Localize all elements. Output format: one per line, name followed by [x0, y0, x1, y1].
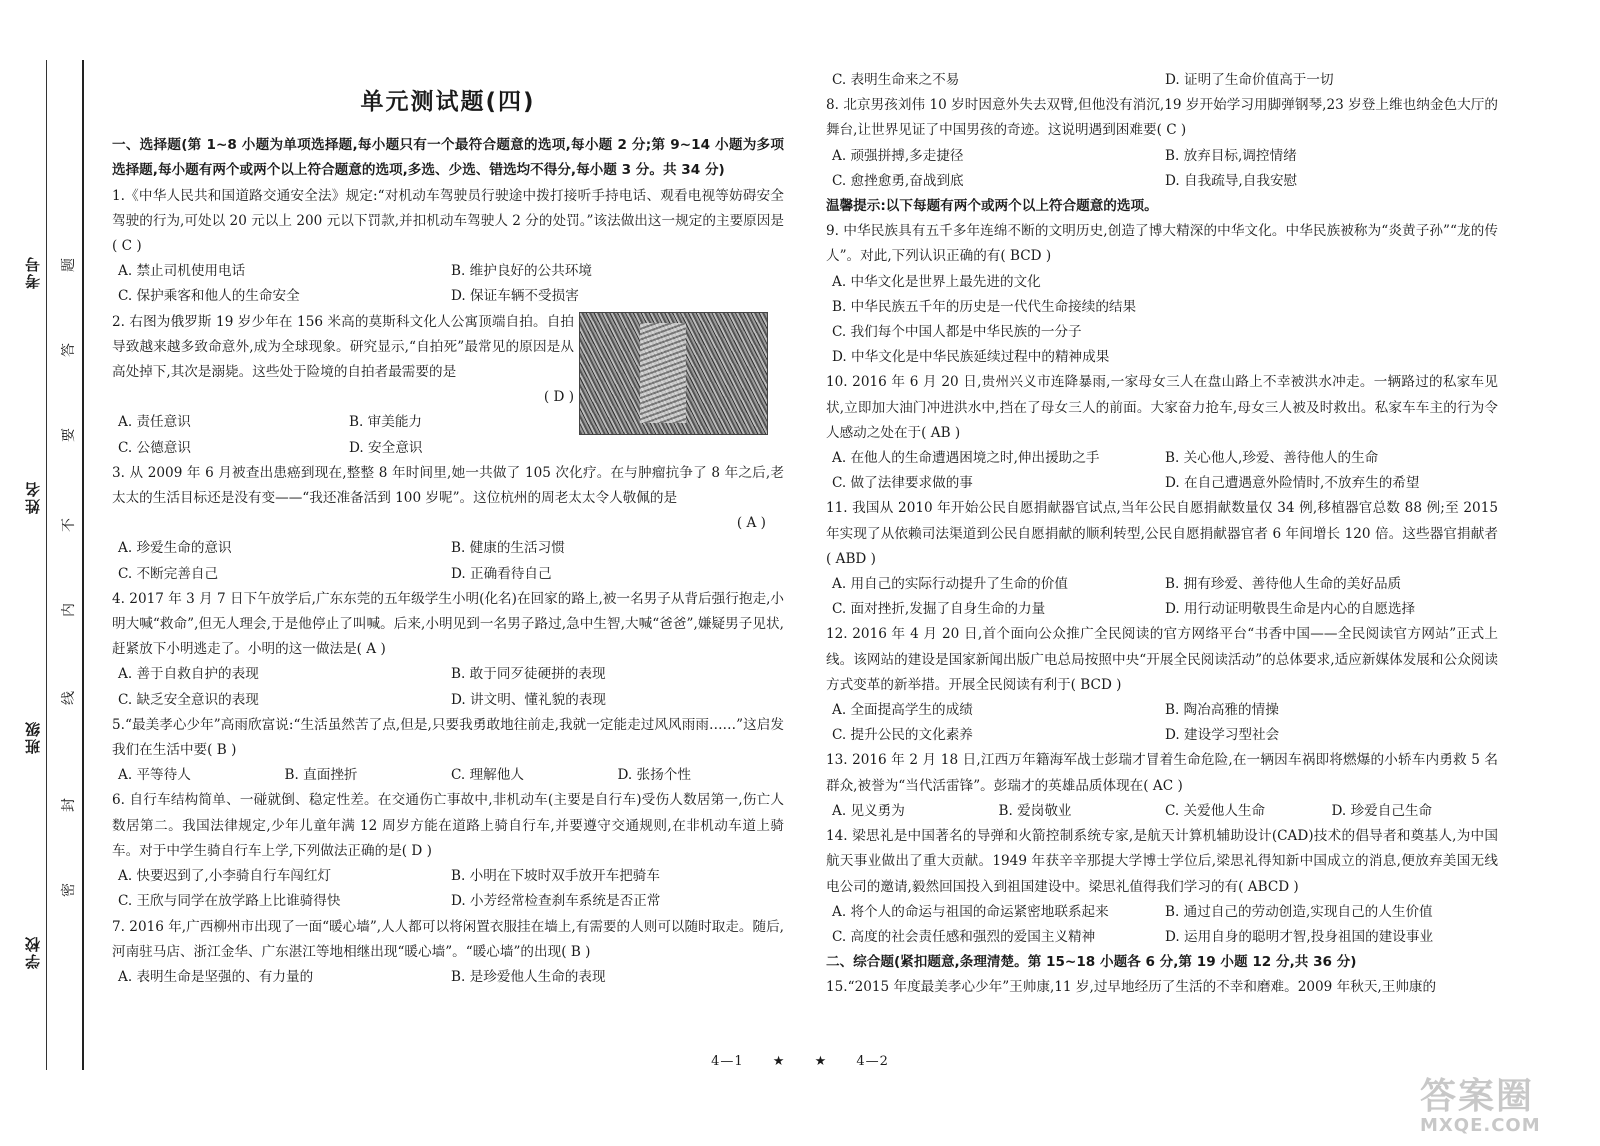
option: A. 平等待人 — [118, 767, 191, 784]
option: C. 提升公民的文化素养 — [832, 727, 973, 744]
option: D. 在自己遭遇意外险情时,不放弃生的希望 — [1165, 475, 1420, 492]
right-column — [826, 68, 1498, 1001]
page-number-left: 4—1 — [711, 1054, 744, 1069]
option: A. 禁止司机使用电话 — [118, 263, 246, 280]
option: D. 正确看待自己 — [451, 565, 552, 582]
seal-line — [82, 60, 84, 1070]
options — [826, 68, 1498, 93]
option: B. 拥有珍爱、善待他人生命的美好品质 — [1165, 576, 1402, 593]
option: D. 保证车辆不受损害 — [451, 288, 579, 305]
option: C. 我们每个中国人都是中华民族的一分子 — [832, 324, 1082, 341]
seal-char: 题 — [61, 258, 77, 272]
options — [826, 446, 1498, 496]
tip-text: 温馨提示:以下每题有两个或两个以上符合题意的选项。 — [826, 198, 1158, 215]
question-stem: 14. 梁思礼是中国著名的导弹和火箭控制系统专家,是航天计算机辅助设计(CAD)技术的倡导者和奠基人,为中国航天事业做出了重大贡献。1949 年获辛辛那提大学博士学位后,梁思礼得知新中国成立的消息,便放弃美国无线电公司的邀请,毅然回国投入到祖国建设中。梁思礼值得我们学习的有( ABCD ) — [826, 828, 1498, 895]
option: A. 在他人的生命遭遇困境之时,伸出援助之手 — [832, 450, 1100, 467]
option: D. 建设学习型社会 — [1165, 727, 1280, 744]
question-stem: 3. 从 2009 年 6 月被查出患癌到现在,整整 8 年时间里,她一共做了 105 次化疗。在与肿瘤抗争了 8 年之后,老太太的生活目标还是没有变——“我还准备活到 100 岁呢”。这位杭州的周老太太令人敬佩的是 — [112, 464, 784, 507]
option: A. 见义勇为 — [832, 802, 905, 819]
watermark-logo — [1420, 1078, 1580, 1138]
option: B. 敢于同歹徒硬拼的表现 — [451, 666, 606, 683]
options — [826, 572, 1498, 622]
options — [112, 662, 784, 712]
option: D. 用行动证明敬畏生命是内心的自愿选择 — [1165, 601, 1416, 618]
options — [826, 900, 1498, 950]
question-stem: 12. 2016 年 4 月 20 日,首个面向公众推广全民阅读的官方网络平台“书香中国——全民阅读官方网站”正式上线。该网站的建设是国家新闻出版广电总局按照中央“开展全民阅读活动”的总体要求,适应新媒体发展和公众阅读方式变革的新举措。开展全民阅读有利于( BCD ) — [826, 626, 1498, 693]
option: D. 小芳经常检查刹车系统是否正常 — [451, 893, 661, 910]
option: A. 顽强拼搏,多走捷径 — [832, 147, 964, 164]
option: C. 王欣与同学在放学路上比谁骑得快 — [118, 893, 341, 910]
option: C. 不断完善自己 — [118, 565, 219, 582]
page-title: 单元测试题(四) — [360, 89, 536, 115]
question-stem: 5.“最美孝心少年”高雨欣富说:“生活虽然苦了点,但是,只要我勇敢地往前走,我就一定能走过风风雨雨……”这启发我们在生活中要( B ) — [112, 716, 784, 759]
section-heading: 一、选择题(第 1~8 小题为单项选择题,每小题只有一个最符合题意的选项,每小题 2 分;第 9~14 小题为多项选择题,每小题有两个或两个以上符合题意的选项,多选、少选、错选均不得分,每小题 3 分。共 34 分) — [112, 137, 784, 179]
answer: ( A ) — [736, 515, 766, 532]
option: A. 中华文化是世界上最先进的文化 — [832, 273, 1041, 290]
exam-number-label: 考号 — [24, 255, 42, 289]
option: C. 愈挫愈勇,奋战到底 — [832, 172, 964, 189]
name-label: 姓名 — [24, 480, 42, 514]
option: B. 审美能力 — [349, 414, 423, 431]
option: D. 讲文明、懂礼貌的表现 — [451, 691, 606, 708]
left-column — [112, 58, 784, 990]
options — [112, 259, 784, 309]
options — [112, 536, 784, 586]
option: C. 保护乘客和他人的生命安全 — [118, 288, 300, 305]
option: A. 将个人的命运与祖国的命运紧密地联系起来 — [832, 903, 1109, 920]
seal-char: 答 — [61, 343, 77, 357]
question-stem: 15.“2015 年度最美孝心少年”王帅康,11 岁,过早地经历了生活的不幸和磨难。2009 年秋天,王帅康的 — [826, 979, 1437, 996]
option: C. 表明生命来之不易 — [832, 72, 960, 88]
question-stem: 8. 北京男孩刘伟 10 岁时因意外失去双臂,但他没有消沉,19 岁开始学习用脚弹钢琴,23 岁登上维也纳金色大厅的舞台,让世界见证了中国男孩的奇迹。这说明遇到困难要( C ) — [826, 97, 1498, 139]
option: A. 表明生命是坚强的、有力量的 — [118, 968, 314, 985]
seal-char: 密 — [61, 883, 77, 897]
option: C. 理解他人 — [451, 767, 524, 784]
answer: ( D ) — [543, 389, 574, 406]
class-label: 班级 — [24, 720, 42, 754]
seal-char: 不 — [61, 518, 77, 532]
page-footer — [0, 1054, 1600, 1069]
option: D. 证明了生命价值高于一切 — [1165, 72, 1334, 88]
page-number-right: 4—2 — [856, 1054, 889, 1069]
question-stem: 2. 右图为俄罗斯 19 岁少年在 156 米高的莫斯科文化人公寓顶端自拍。自拍导致越来越多致命意外,成为全球现象。研究显示,“自拍死”最常见的原因是从高处掉下,其次是溺毙。这些处于险境的自拍者最需要的是 — [112, 313, 574, 381]
fill-line — [46, 60, 47, 1070]
star-icon: ★ — [772, 1054, 786, 1069]
options — [826, 144, 1498, 194]
question-stem: 6. 自行车结构简单、一碰就倒、稳定性差。在交通伤亡事故中,非机动车(主要是自行车)受伤人数居第一,伤亡人数居第二。我国法律规定,少年儿童年满 12 周岁方能在道路上骑自行车,并要遵守交通规则,在非机动车道上骑车。对于中学生骑自行车上学,下列做法正确的是( D ) — [112, 792, 784, 859]
option: B. 维护良好的公共环境 — [451, 263, 592, 280]
seal-char: 内 — [61, 603, 77, 617]
options — [112, 864, 784, 914]
seal-char: 线 — [61, 691, 77, 705]
option: C. 面对挫折,发掘了自身生命的力量 — [832, 601, 1046, 618]
option: D. 珍爱自己生命 — [1331, 802, 1433, 819]
seal-char: 要 — [61, 428, 77, 442]
option: A. 责任意识 — [118, 414, 191, 431]
options — [826, 799, 1498, 824]
option: B. 是珍爱他人生命的表现 — [451, 968, 606, 985]
watermark-url: MXQE.COM — [1420, 1115, 1541, 1136]
selfie-photo — [579, 312, 768, 435]
option: B. 健康的生活习惯 — [451, 540, 565, 557]
options — [112, 410, 580, 460]
question-stem: 10. 2016 年 6 月 20 日,贵州兴义市连降暴雨,一家母女三人在盘山路上不幸被洪水冲走。一辆路过的私家车见状,立即加大油门冲进洪水中,挡在了母女三人的前面。大家奋力抢车,母女三人被及时救出。私家车车主的行为令人感动之处在于( AB ) — [826, 374, 1498, 441]
question-stem: 11. 我国从 2010 年开始公民自愿捐献器官试点,当年公民自愿捐献数量仅 34 例,移植器官总数 88 例;至 2015 年实现了从依赖司法渠道到公民自愿捐献的顺利转型,公民自愿捐献器官者 6 年间增长 120 倍。这些器官捐献者( ABD ) — [826, 500, 1498, 567]
question-stem: 4. 2017 年 3 月 7 日下午放学后,广东东莞的五年级学生小明(化名)在回家的路上,被一名男子从背后强行抱走,小明大喊“救命”,但无人理会,于是他停止了叫喊。后来,小明见到一名男子路过,急中生智,大喊“爸爸”,嫌疑男子见状,赶紧放下小明逃走了。小明的这一做法是( A ) — [112, 590, 784, 658]
option: D. 中华文化是中华民族延续过程中的精神成果 — [832, 349, 1110, 366]
option: D. 张扬个性 — [617, 767, 691, 784]
watermark-title: 答案圈 — [1420, 1076, 1535, 1117]
option: C. 关爱他人生命 — [1165, 802, 1266, 819]
question-stem: 7. 2016 年,广西柳州市出现了一面“暖心墙”,人人都可以将闲置衣服挂在墙上,有需要的人则可以随时取走。随后,河南驻马店、浙江金华、广东湛江等地相继出现“暖心墙”。“暖心墙”的出现( B ) — [112, 918, 784, 960]
option: B. 直面挫折 — [284, 767, 358, 784]
option: B. 关心他人,珍爱、善待他人的生命 — [1165, 450, 1379, 467]
option: B. 放弃目标,调控情绪 — [1165, 147, 1297, 164]
binding-margin — [0, 0, 90, 1146]
option: A. 全面提高学生的成绩 — [832, 702, 973, 719]
seal-char: 封 — [61, 798, 77, 812]
option: D. 自我疏导,自我安慰 — [1165, 172, 1298, 189]
option: D. 运用自身的聪明才智,投身祖国的建设事业 — [1165, 928, 1434, 945]
question-with-image — [112, 310, 784, 461]
option: C. 高度的社会责任感和强烈的爱国主义精神 — [832, 928, 1096, 945]
option: A. 珍爱生命的意识 — [118, 540, 232, 557]
options — [112, 763, 784, 788]
school-label: 学校 — [24, 935, 42, 969]
option: B. 小明在下坡时双手放开车把骑车 — [451, 868, 660, 885]
option: C. 公德意识 — [118, 439, 191, 456]
options — [826, 698, 1498, 748]
question-stem: 13. 2016 年 2 月 18 日,江西万年籍海军战士彭瑞才冒着生命危险,在一辆因车祸即将燃爆的小轿车内勇救 5 名群众,被誉为“当代活雷锋”。彭瑞才的英雄品质体现在( AC ) — [826, 752, 1498, 794]
question-stem: 1.《中华人民共和国道路交通安全法》规定:“对机动车驾驶员行驶途中拨打接听手持电话、观看电视等妨碍安全驾驶的行为,可处以 20 元以上 200 元以下罚款,并扣机动车驾驶人 2 分的处罚。”该法做出这一规定的主要原因是( C ) — [112, 187, 784, 255]
option: D. 安全意识 — [349, 439, 423, 456]
option: C. 缺乏安全意识的表现 — [118, 691, 259, 708]
options — [112, 965, 784, 990]
option: B. 通过自己的劳动创造,实现自己的人生价值 — [1165, 903, 1433, 920]
option: B. 爱岗敬业 — [998, 802, 1072, 819]
option: B. 陶冶高雅的情操 — [1165, 702, 1279, 719]
question-stem: 9. 中华民族具有五千多年连绵不断的文明历史,创造了博大精深的中华文化。中华民族被称为“炎黄子孙”“龙的传人”。对此,下列认识正确的有( BCD ) — [826, 223, 1498, 265]
option: A. 用自己的实际行动提升了生命的价值 — [832, 576, 1068, 593]
option: B. 中华民族五千年的历史是一代代生命接续的结果 — [832, 298, 1137, 315]
option: C. 做了法律要求做的事 — [832, 475, 973, 492]
option: A. 快要迟到了,小李骑自行车闯红灯 — [118, 868, 332, 885]
star-icon: ★ — [814, 1054, 828, 1069]
section-heading: 二、综合题(紧扣题意,条理清楚。第 15~18 小题各 6 分,第 19 小题 12 分,共 36 分) — [826, 954, 1357, 971]
option: A. 善于自救自护的表现 — [118, 666, 259, 683]
